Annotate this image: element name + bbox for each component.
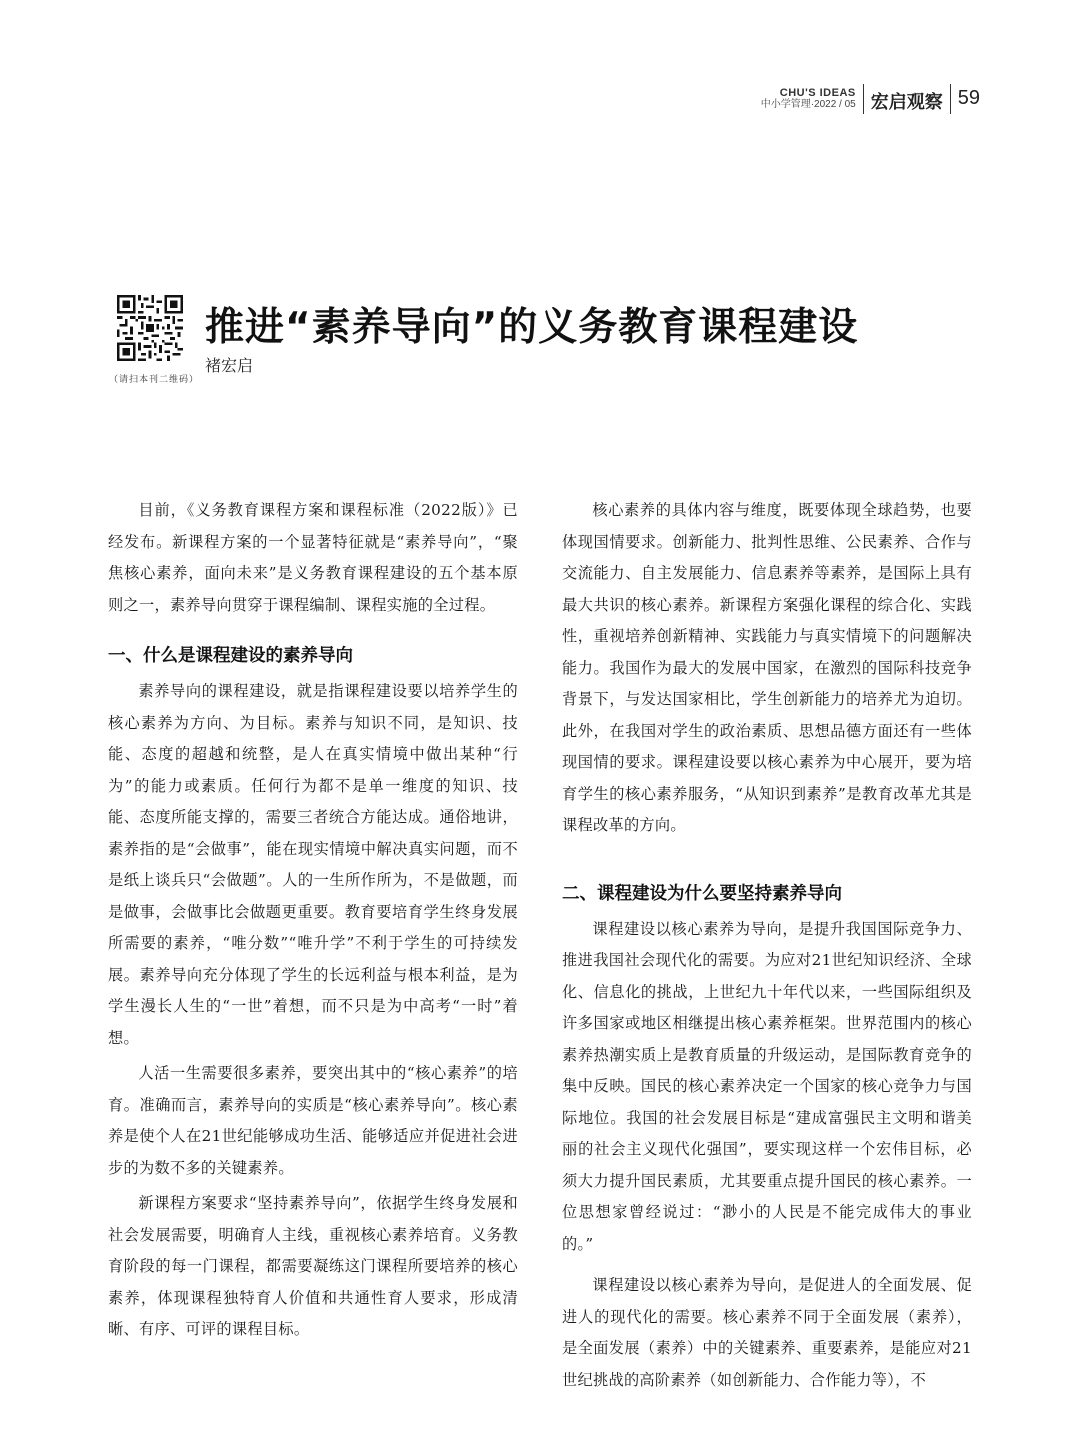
left-column — [108, 495, 518, 1346]
header-divider — [863, 84, 864, 114]
body-paragraph: 新课程方案要求“坚持素养导向”，依据学生终身发展和社会发展需要，明确育人主线，重视核心素养培育。义务教育阶段的每一门课程，都需要凝练这门课程所要培养的核心素养，体现课程独特育人价值和共通性育人要求，形成清晰、有序、可评的课程目标。 — [108, 1194, 518, 1338]
section-heading: 二、课程建设为什么要坚持素养导向 — [562, 883, 842, 904]
article-author: 褚宏启 — [205, 356, 254, 375]
header-meta — [761, 88, 856, 110]
journal-issue: 中小学管理·2022 / 05 — [760, 98, 856, 110]
intro-paragraph: 目前，《义务教育课程方案和课程标准（2022版）》已经发布。新课程方案的一个显著特征就是“素养导向”，“聚焦核心素养，面向未来”是义务教育课程建设的五个基本原则之一，素养导向贯穿于课程编制、课程实施的全过程。 — [108, 501, 518, 614]
body-paragraph: 课程建设以核心素养为导向，是提升我国国际竞争力、推进我国社会现代化的需要。为应对21世纪知识经济、全球化、信息化的挑战，上世纪九十年代以来，一些国际组织及许多国家或地区相继提出核心素养框架。世界范围内的核心素养热潮实质上是教育质量的升级运动，是国际教育竞争的集中反映。国民的核心素养决定一个国家的核心竞争力与国际地位。我国的社会发展目标是“建成富强民主文明和谐美丽的社会主义现代化强国”，要实现这样一个宏伟目标，必须大力提升国民素质，尤其要重点提升国民的核心素养。一位思想家曾经说过：“渺小的人民是不能完成伟大的事业的。” — [562, 919, 972, 1253]
article-title: 推进“素养导向”的义务教育课程建设 — [205, 305, 859, 350]
right-column — [562, 495, 972, 1396]
body-paragraph: 核心素养的具体内容与维度，既要体现全球趋势，也要体现国情要求。创新能力、批判性思维、公民素养、合作与交流能力、自主发展能力、信息素养等素养，是国际上具有最大共识的核心素养。新课程方案强化课程的综合化、实践性，重视培养创新精神、实践能力与真实情境下的问题解决能力。我国作为最大的发展中国家，在激烈的国际科技竞争背景下，与发达国家相比，学生创新能力的培养尤为迫切。此外，在我国对学生的政治素质、思想品德方面还有一些体现国情的要求。课程建设要以核心素养为中心展开，要为培育学生的核心素养服务，“从知识到素养”是教育改革尤其是课程改革的方向。 — [562, 501, 972, 834]
body-paragraph: 素养导向的课程建设，就是指课程建设要以培养学生的核心素养为方向、为目标。素养与知识不同，是知识、技能、态度的超越和统整，是人在真实情境中做出某种“行为”的能力或素质。任何行为都不是单一维度的知识、技能、态度所能支撑的，需要三者统合方能达成。通俗地讲，素养指的是“会做事”，能在现实情境中解决真实问题，而不是纸上谈兵只“会做题”。人的一生所作所为，不是做题，而是做事，会做事比会做题更重要。教育要培育学生终身发展所需要的素养，“唯分数”“唯升学”不利于学生的可持续发展。素养导向充分体现了学生的长远利益与根本利益，是为学生漫长人生的“一世”着想，而不只是为中高考“一时”着想。 — [108, 682, 518, 1047]
body-paragraph: 课程建设以核心素养为导向，是促进人的全面发展、促进人的现代化的需要。核心素养不同于全面发展（素养），是全面发展（素养）中的关键素养、重要素养，是能应对21世纪挑战的高阶素养（如创新能力、合作能力等），不 — [562, 1276, 972, 1389]
journal-brand: CHU'S IDEAS — [779, 87, 856, 99]
qr-code-icon — [117, 295, 183, 361]
header-divider — [950, 84, 951, 114]
qr-caption: （请扫本刊二维码） — [109, 375, 200, 385]
page-number: 59 — [957, 87, 980, 109]
page-header — [761, 84, 980, 114]
body-paragraph: 人活一生需要很多素养，要突出其中的“核心素养”的培育。准确而言，素养导向的实质是“核心素养导向”。核心素养是使个人在21世纪能够成功生活、能够适应并促进社会进步的为数不多的关键素养。 — [108, 1064, 518, 1177]
section-heading: 一、什么是课程建设的素养导向 — [108, 646, 353, 666]
column-section-name: 宏启观察 — [870, 92, 943, 113]
